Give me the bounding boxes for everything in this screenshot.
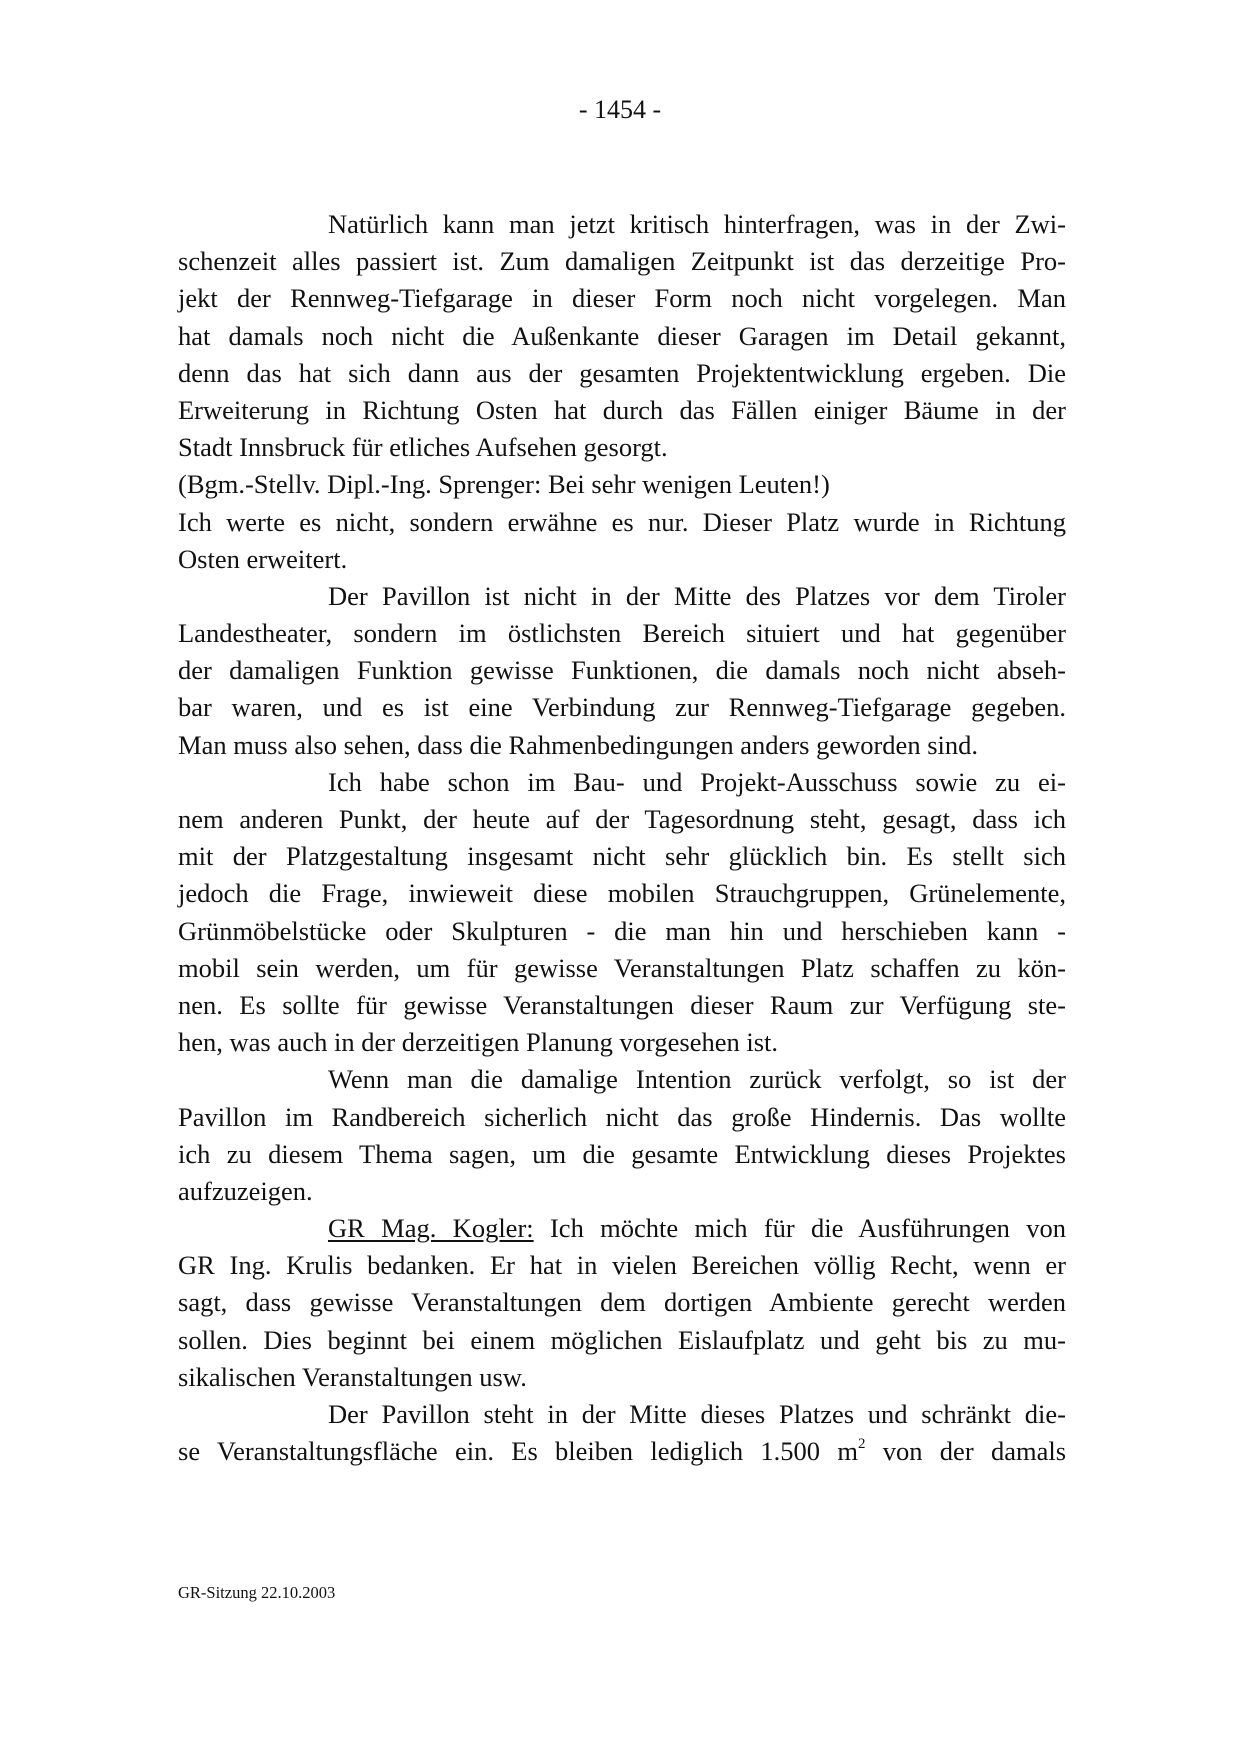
text-line: hen, was auch in der derzeitigen Planung vorgesehen ist.	[178, 1027, 779, 1058]
text-line: hat damals noch nicht die Außenkante dieser Garagen im Detail gekannt,	[178, 320, 1066, 351]
text-line: GR Ing. Krulis bedanken. Er hat in vielen Bereichen völlig Recht, wenn er	[178, 1250, 1066, 1281]
text-line: Grünmöbelstücke oder Skulpturen - die man hin und herschieben kann -	[178, 915, 1066, 946]
interjection-line: (Bgm.-Stellv. Dipl.-Ing. Sprenger: Bei sehr wenigen Leuten!)	[178, 469, 830, 500]
text-line: ich zu diesem Thema sagen, um die gesamte Entwicklung dieses Projektes	[178, 1138, 1066, 1169]
text-line: aufzuzeigen.	[178, 1175, 313, 1206]
text-line: nem anderen Punkt, der heute auf der Tagesordnung steht, gesagt, dass ich	[178, 804, 1066, 834]
speaker-name: GR Mag. Kogler:	[328, 1213, 534, 1244]
text-line: mit der Platzgestaltung insgesamt nicht sehr glücklich bin. Es stellt sich	[178, 841, 1066, 872]
text-line: Osten erweitert.	[178, 543, 348, 574]
text-line: denn das hat sich dann aus der gesamten Projektentwicklung ergeben. Die	[178, 357, 1066, 388]
text-line: Ich werte es nicht, sondern erwähne es nur. Dieser Platz wurde in Richtung	[178, 506, 1066, 537]
text-line: Der Pavillon steht in der Mitte dieses Platzes und schränkt die-	[328, 1399, 1066, 1429]
text-line: nen. Es sollte für gewisse Veranstaltungen dieser Raum zur Verfügung ste-	[178, 989, 1066, 1020]
text-line: jedoch die Frage, inwieweit diese mobilen Strauchgruppen, Grünelemente,	[178, 878, 1066, 909]
page-number: - 1454 -	[578, 95, 662, 124]
text-line: Wenn man die damalige Intention zurück verfolgt, so ist der	[328, 1064, 1066, 1095]
text-segment: von der damals	[882, 1436, 1067, 1467]
superscript: 2	[857, 1436, 866, 1453]
text-line: schenzeit alles passiert ist. Zum damaligen Zeitpunkt ist das derzeitige Pro-	[178, 246, 1066, 277]
text-line: Pavillon im Randbereich sicherlich nicht das große Hindernis. Das wollte	[178, 1101, 1066, 1132]
text-line: der damaligen Funktion gewisse Funktionen, die damals noch nicht abseh-	[178, 655, 1066, 686]
text-line: Stadt Innsbruck für etliches Aufsehen gesorgt.	[178, 432, 668, 463]
text-line: Natürlich kann man jetzt kritisch hinterfragen, was in der Zwi-	[328, 209, 1066, 239]
text-line: sagt, dass gewisse Veranstaltungen dem dortigen Ambiente gerecht werden	[178, 1287, 1066, 1318]
text-line: Landestheater, sondern im östlichsten Bereich situiert und hat gegenüber	[178, 618, 1066, 649]
footer-session-date: GR-Sitzung 22.10.2003	[178, 1583, 336, 1602]
text-line: bar waren, und es ist eine Verbindung zur Rennweg-Tiefgarage gegeben.	[178, 692, 1066, 723]
document-body	[178, 206, 1066, 1470]
text-line	[178, 1433, 1066, 1470]
text-line: jekt der Rennweg-Tiefgarage in dieser Form noch nicht vorgelegen. Man	[178, 283, 1066, 314]
text-line: Ich habe schon im Bau- und Projekt-Ausschuss sowie zu ei-	[328, 766, 1066, 797]
text-segment: se Veranstaltungsfläche ein. Es bleiben lediglich 1.500 m	[178, 1436, 858, 1467]
text-line: sikalischen Veranstaltungen usw.	[178, 1361, 527, 1392]
text-line: Der Pavillon ist nicht in der Mitte des Platzes vor dem Tiroler	[328, 580, 1066, 611]
text-line: mobil sein werden, um für gewisse Veranstaltungen Platz schaffen zu kön-	[178, 952, 1066, 983]
text-line: Erweiterung in Richtung Osten hat durch das Fällen einiger Bäume in der	[178, 394, 1066, 425]
speaker-line	[178, 1210, 1066, 1247]
speaker-text: Ich möchte mich für die Ausführungen von	[549, 1213, 1067, 1244]
text-line: sollen. Dies beginnt bei einem möglichen Eislaufplatz und geht bis zu mu-	[178, 1324, 1066, 1355]
text-line: Man muss also sehen, dass die Rahmenbedingungen anders geworden sind.	[178, 729, 978, 760]
